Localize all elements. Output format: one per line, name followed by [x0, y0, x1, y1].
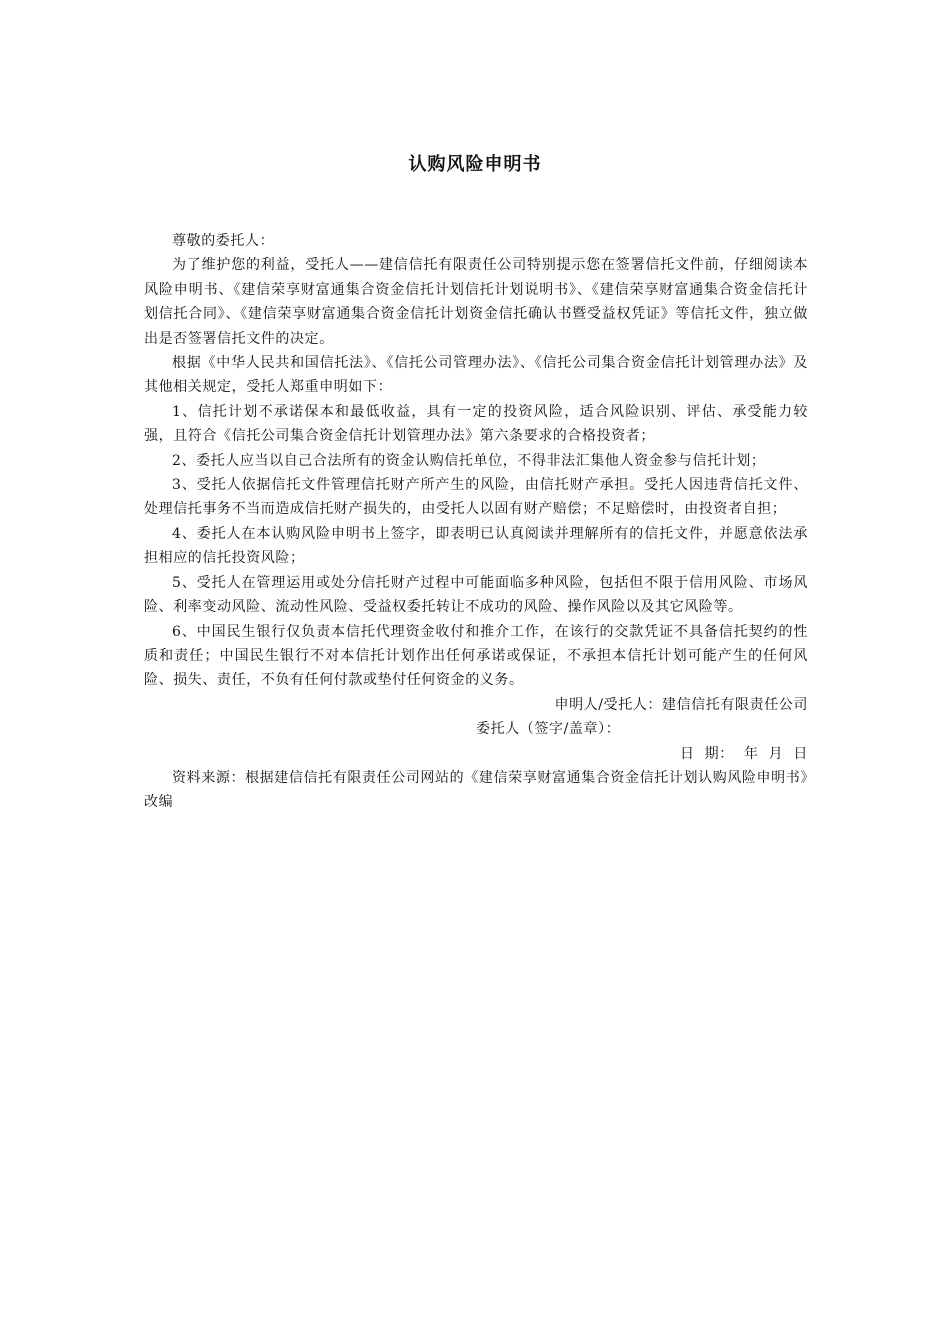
salutation: 尊敬的委托人： — [172, 233, 275, 249]
document-body — [144, 229, 808, 815]
declarant-line: 申明人/受托人：建信信托有限责任公司 — [554, 696, 808, 713]
clause-item: 1、信托计划不承诺保本和最低收益，具有一定的投资风险，适合风险识别、评估、承受能力较强，且符合《信托公司集合资金信托计划管理办法》第六条要求的合格投资者； — [144, 403, 808, 445]
clause-item: 2、委托人应当以自己合法所有的资金认购信托单位，不得非法汇集他人资金参与信托计划； — [172, 452, 766, 469]
clause-item: 6、中国民生银行仅负责本信托代理资金收付和推介工作，在该行的交款凭证不具备信托契约的性质和责任；中国民生银行不对本信托计划作出任何承诺或保证，不承担本信托计划可能产生的任何风险、损失、责任，不负有任何付款或垫付任何资金的义务。 — [144, 623, 808, 689]
basis-paragraph: 根据《中华人民共和国信托法》、《信托公司管理办法》、《信托公司集合资金信托计划管理办法》及其他相关规定，受托人郑重申明如下： — [144, 355, 808, 396]
source-note: 资料来源：根据建信信托有限责任公司网站的《建信荣享财富通集合资金信托计划认购风险申明书》改编 — [144, 769, 808, 811]
clause-item: 4、委托人在本认购风险申明书上签字，即表明已认真阅读并理解所有的信托文件，并愿意依法承担相应的信托投资风险； — [144, 525, 808, 567]
intro-paragraph: 为了维护您的利益，受托人——建信信托有限责任公司特别提示您在签署信托文件前，仔细阅读本风险申明书、《建信荣享财富通集合资金信托计划信托计划说明书》、《建信荣享财富通集合资金信托计划信托合同》、《建信荣享财富通集合资金信托计划资金信托确认书暨受益权凭证》等信托文件，独立做出是否签署信托文件的决定。 — [144, 257, 808, 347]
clause-item: 5、受托人在管理运用或处分信托财产过程中可能面临多种风险，包括但不限于信用风险、市场风险、利率变动风险、流动性风险、受益权委托转让不成功的风险、操作风险以及其它风险等。 — [144, 574, 808, 616]
document-title: 认购风险申明书 — [408, 154, 542, 175]
clause-item: 3、受托人依据信托文件管理信托财产所产生的风险，由信托财产承担。受托人因违背信托文件、处理信托事务不当而造成信托财产损失的，由受托人以固有财产赔偿；不足赔偿时，由投资者自担； — [144, 477, 808, 518]
date-line: 日 期： 年 月 日 — [679, 745, 808, 762]
trustor-signature-line: 委托人（签字/盖章）： — [476, 721, 621, 738]
